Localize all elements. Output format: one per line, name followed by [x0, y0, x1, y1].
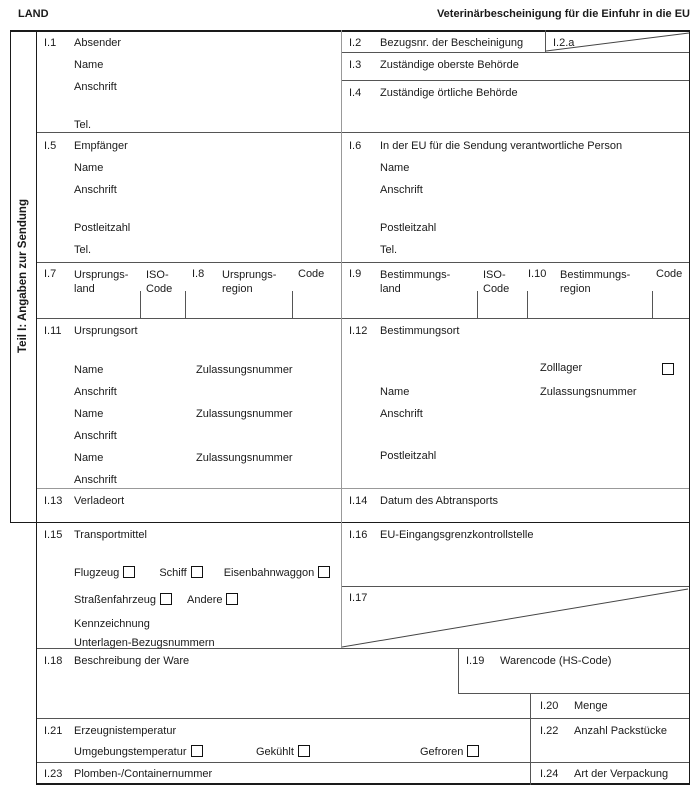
- grid-line-h: [36, 262, 690, 263]
- field-label-i3: Zuständige oberste Behörde: [380, 59, 519, 71]
- field-number-i20: I.20: [540, 700, 559, 712]
- field-number-i19: I.19: [466, 655, 485, 667]
- grid-line-h: [36, 762, 690, 763]
- grid-line-v: [530, 693, 531, 785]
- i12-anschrift-label: Anschrift: [380, 408, 423, 420]
- i6-name-label: Name: [380, 162, 410, 174]
- field-label-i5: Empfänger: [74, 140, 128, 152]
- i1-anschrift-label: Anschrift: [74, 81, 117, 93]
- tick-line: [477, 291, 478, 318]
- i15-transport-options-row1: [74, 566, 330, 580]
- gefroren-option: Gefroren: [420, 745, 479, 759]
- field-number-i17: I.17: [349, 592, 368, 604]
- country-label: LAND: [18, 8, 49, 20]
- field-number-i23: I.23: [44, 768, 63, 780]
- field-label-i23: Plomben-/Containernummer: [74, 768, 213, 780]
- field-number-i9: I.9: [349, 268, 362, 280]
- grid-line-h: [341, 80, 690, 81]
- field-number-i21: I.21: [44, 725, 63, 737]
- grid-line-h: [341, 52, 690, 53]
- field-label-i9: Bestimmungs- land: [380, 269, 451, 295]
- field-label-i15: Transportmittel: [74, 529, 147, 541]
- andere-option: Andere: [187, 594, 238, 606]
- field-number-i24: I.24: [540, 768, 559, 780]
- field-label-i10: Bestimmungs- region: [560, 269, 631, 295]
- tick-line: [140, 291, 141, 318]
- flugzeug-option: Flugzeug: [74, 567, 135, 579]
- umgebungstemperatur-checkbox[interactable]: [191, 745, 203, 757]
- field-number-i12: I.12: [349, 325, 368, 337]
- strassenfahrzeug-checkbox[interactable]: [160, 593, 172, 605]
- i12-postleitzahl-label: Postleitzahl: [380, 450, 437, 462]
- i8-code-label: Code: [298, 268, 325, 280]
- field-number-i7: I.7: [44, 268, 57, 280]
- gekuehlt-checkbox[interactable]: [298, 745, 310, 757]
- field-number-i13: I.13: [44, 495, 63, 507]
- i12-zolllager-label: Zolllager: [540, 362, 583, 374]
- gefroren-checkbox[interactable]: [467, 745, 479, 757]
- i11-name3-label: Name: [74, 452, 104, 464]
- field-label-i20: Menge: [574, 700, 608, 712]
- field-number-i18: I.18: [44, 655, 63, 667]
- field-label-i18: Beschreibung der Ware: [74, 655, 190, 667]
- i6-postleitzahl-label: Postleitzahl: [380, 222, 437, 234]
- field-number-i16: I.16: [349, 529, 368, 541]
- field-label-i16: EU-Eingangsgrenzkontrollstelle: [380, 529, 534, 541]
- field-number-i10: I.10: [528, 268, 547, 280]
- field-number-i2a: I.2.a: [553, 37, 575, 49]
- field-label-i11: Ursprungsort: [74, 325, 138, 337]
- strassenfahrzeug-option: Straßenfahrzeug: [74, 594, 172, 606]
- grid-line-h: [36, 318, 690, 319]
- grid-line-v: [689, 30, 690, 785]
- field-number-i11: I.11: [44, 325, 62, 337]
- tick-line: [292, 291, 293, 318]
- tick-line: [527, 291, 528, 318]
- andere-checkbox[interactable]: [226, 593, 238, 605]
- eisenbahnwaggon-option: Eisenbahnwaggon: [224, 567, 331, 579]
- grid-line-h: [10, 522, 690, 523]
- grid-line-v: [36, 30, 37, 785]
- i11-zulassungsnummer3-label: Zulassungsnummer: [196, 452, 293, 464]
- part1-sidebar-label: Teil I: Angaben zur Sendung: [17, 199, 29, 353]
- i15-unterlagen-label: Unterlagen-Bezugsnummern: [74, 637, 215, 649]
- i1-name-label: Name: [74, 59, 104, 71]
- field-number-i15: I.15: [44, 529, 63, 541]
- i10-code-label: Code: [656, 268, 683, 280]
- i5-anschrift-label: Anschrift: [74, 184, 117, 196]
- grid-line-h: [458, 693, 690, 694]
- diagonal-strike-i17: [342, 586, 689, 648]
- i12-zulassungsnummer-label: Zulassungsnummer: [540, 386, 637, 398]
- field-label-i14: Datum des Abtransports: [380, 495, 499, 507]
- field-label-i21: Erzeugnistemperatur: [74, 725, 177, 737]
- i15-transport-options-row2: [74, 593, 238, 607]
- grid-line-h: [36, 783, 690, 785]
- i15-kennzeichnung-label: Kennzeichnung: [74, 618, 150, 630]
- field-number-i1: I.1: [44, 37, 57, 49]
- i9-iso-code-label: ISO- Code: [483, 269, 510, 295]
- field-label-i19: Warencode (HS-Code): [500, 655, 612, 667]
- field-label-i12: Bestimmungsort: [380, 325, 460, 337]
- i7-iso-code-label: ISO- Code: [146, 269, 173, 295]
- i11-name1-label: Name: [74, 364, 104, 376]
- grid-line-v: [458, 648, 459, 693]
- field-number-i2: I.2: [349, 37, 362, 49]
- field-number-i6: I.6: [349, 140, 362, 152]
- i11-zulassungsnummer2-label: Zulassungsnummer: [196, 408, 293, 420]
- field-label-i6: In der EU für die Sendung verantwortliche Person: [380, 140, 623, 152]
- grid-line-h: [36, 132, 690, 133]
- i11-anschrift2-label: Anschrift: [74, 430, 117, 442]
- grid-line-v: [10, 30, 11, 522]
- field-number-i22: I.22: [540, 725, 559, 737]
- i6-tel-label: Tel.: [380, 244, 398, 256]
- gekuehlt-option: Gekühlt: [256, 745, 310, 759]
- field-number-i3: I.3: [349, 59, 362, 71]
- field-number-i5: I.5: [44, 140, 57, 152]
- field-label-i8: Ursprungs- region: [222, 269, 277, 295]
- umgebungstemperatur-option: Umgebungstemperatur: [74, 745, 203, 759]
- schiff-checkbox[interactable]: [191, 566, 203, 578]
- field-label-i2: Bezugsnr. der Bescheinigung: [380, 37, 524, 49]
- tick-line: [652, 291, 653, 318]
- i1-tel-label: Tel.: [74, 119, 92, 131]
- grid-line-v: [341, 30, 342, 648]
- field-label-i1: Absender: [74, 37, 122, 49]
- field-number-i14: I.14: [349, 495, 368, 507]
- field-label-i22: Anzahl Packstücke: [574, 725, 667, 737]
- form-title: Veterinärbescheinigung für die Einfuhr in die EU: [436, 8, 690, 20]
- zolllager-checkbox[interactable]: [662, 363, 674, 375]
- i5-postleitzahl-label: Postleitzahl: [74, 222, 131, 234]
- field-label-i7: Ursprungs- land: [74, 269, 129, 295]
- field-number-i4: I.4: [349, 87, 362, 99]
- field-label-i13: Verladeort: [74, 495, 125, 507]
- tick-line: [185, 291, 186, 318]
- flugzeug-checkbox[interactable]: [123, 566, 135, 578]
- grid-line-h: [36, 718, 690, 719]
- schiff-option: Schiff: [159, 567, 202, 579]
- i5-tel-label: Tel.: [74, 244, 92, 256]
- i5-name-label: Name: [74, 162, 104, 174]
- i12-name-label: Name: [380, 386, 410, 398]
- field-number-i8: I.8: [192, 268, 205, 280]
- i6-anschrift-label: Anschrift: [380, 184, 423, 196]
- i11-anschrift3-label: Anschrift: [74, 474, 117, 486]
- field-label-i24: Art der Verpackung: [574, 768, 669, 780]
- i11-anschrift1-label: Anschrift: [74, 386, 117, 398]
- i11-zulassungsnummer1-label: Zulassungsnummer: [196, 364, 293, 376]
- eisenbahnwaggon-checkbox[interactable]: [318, 566, 330, 578]
- grid-line-h: [36, 488, 690, 489]
- field-label-i4: Zuständige örtliche Behörde: [380, 87, 518, 99]
- i11-name2-label: Name: [74, 408, 104, 420]
